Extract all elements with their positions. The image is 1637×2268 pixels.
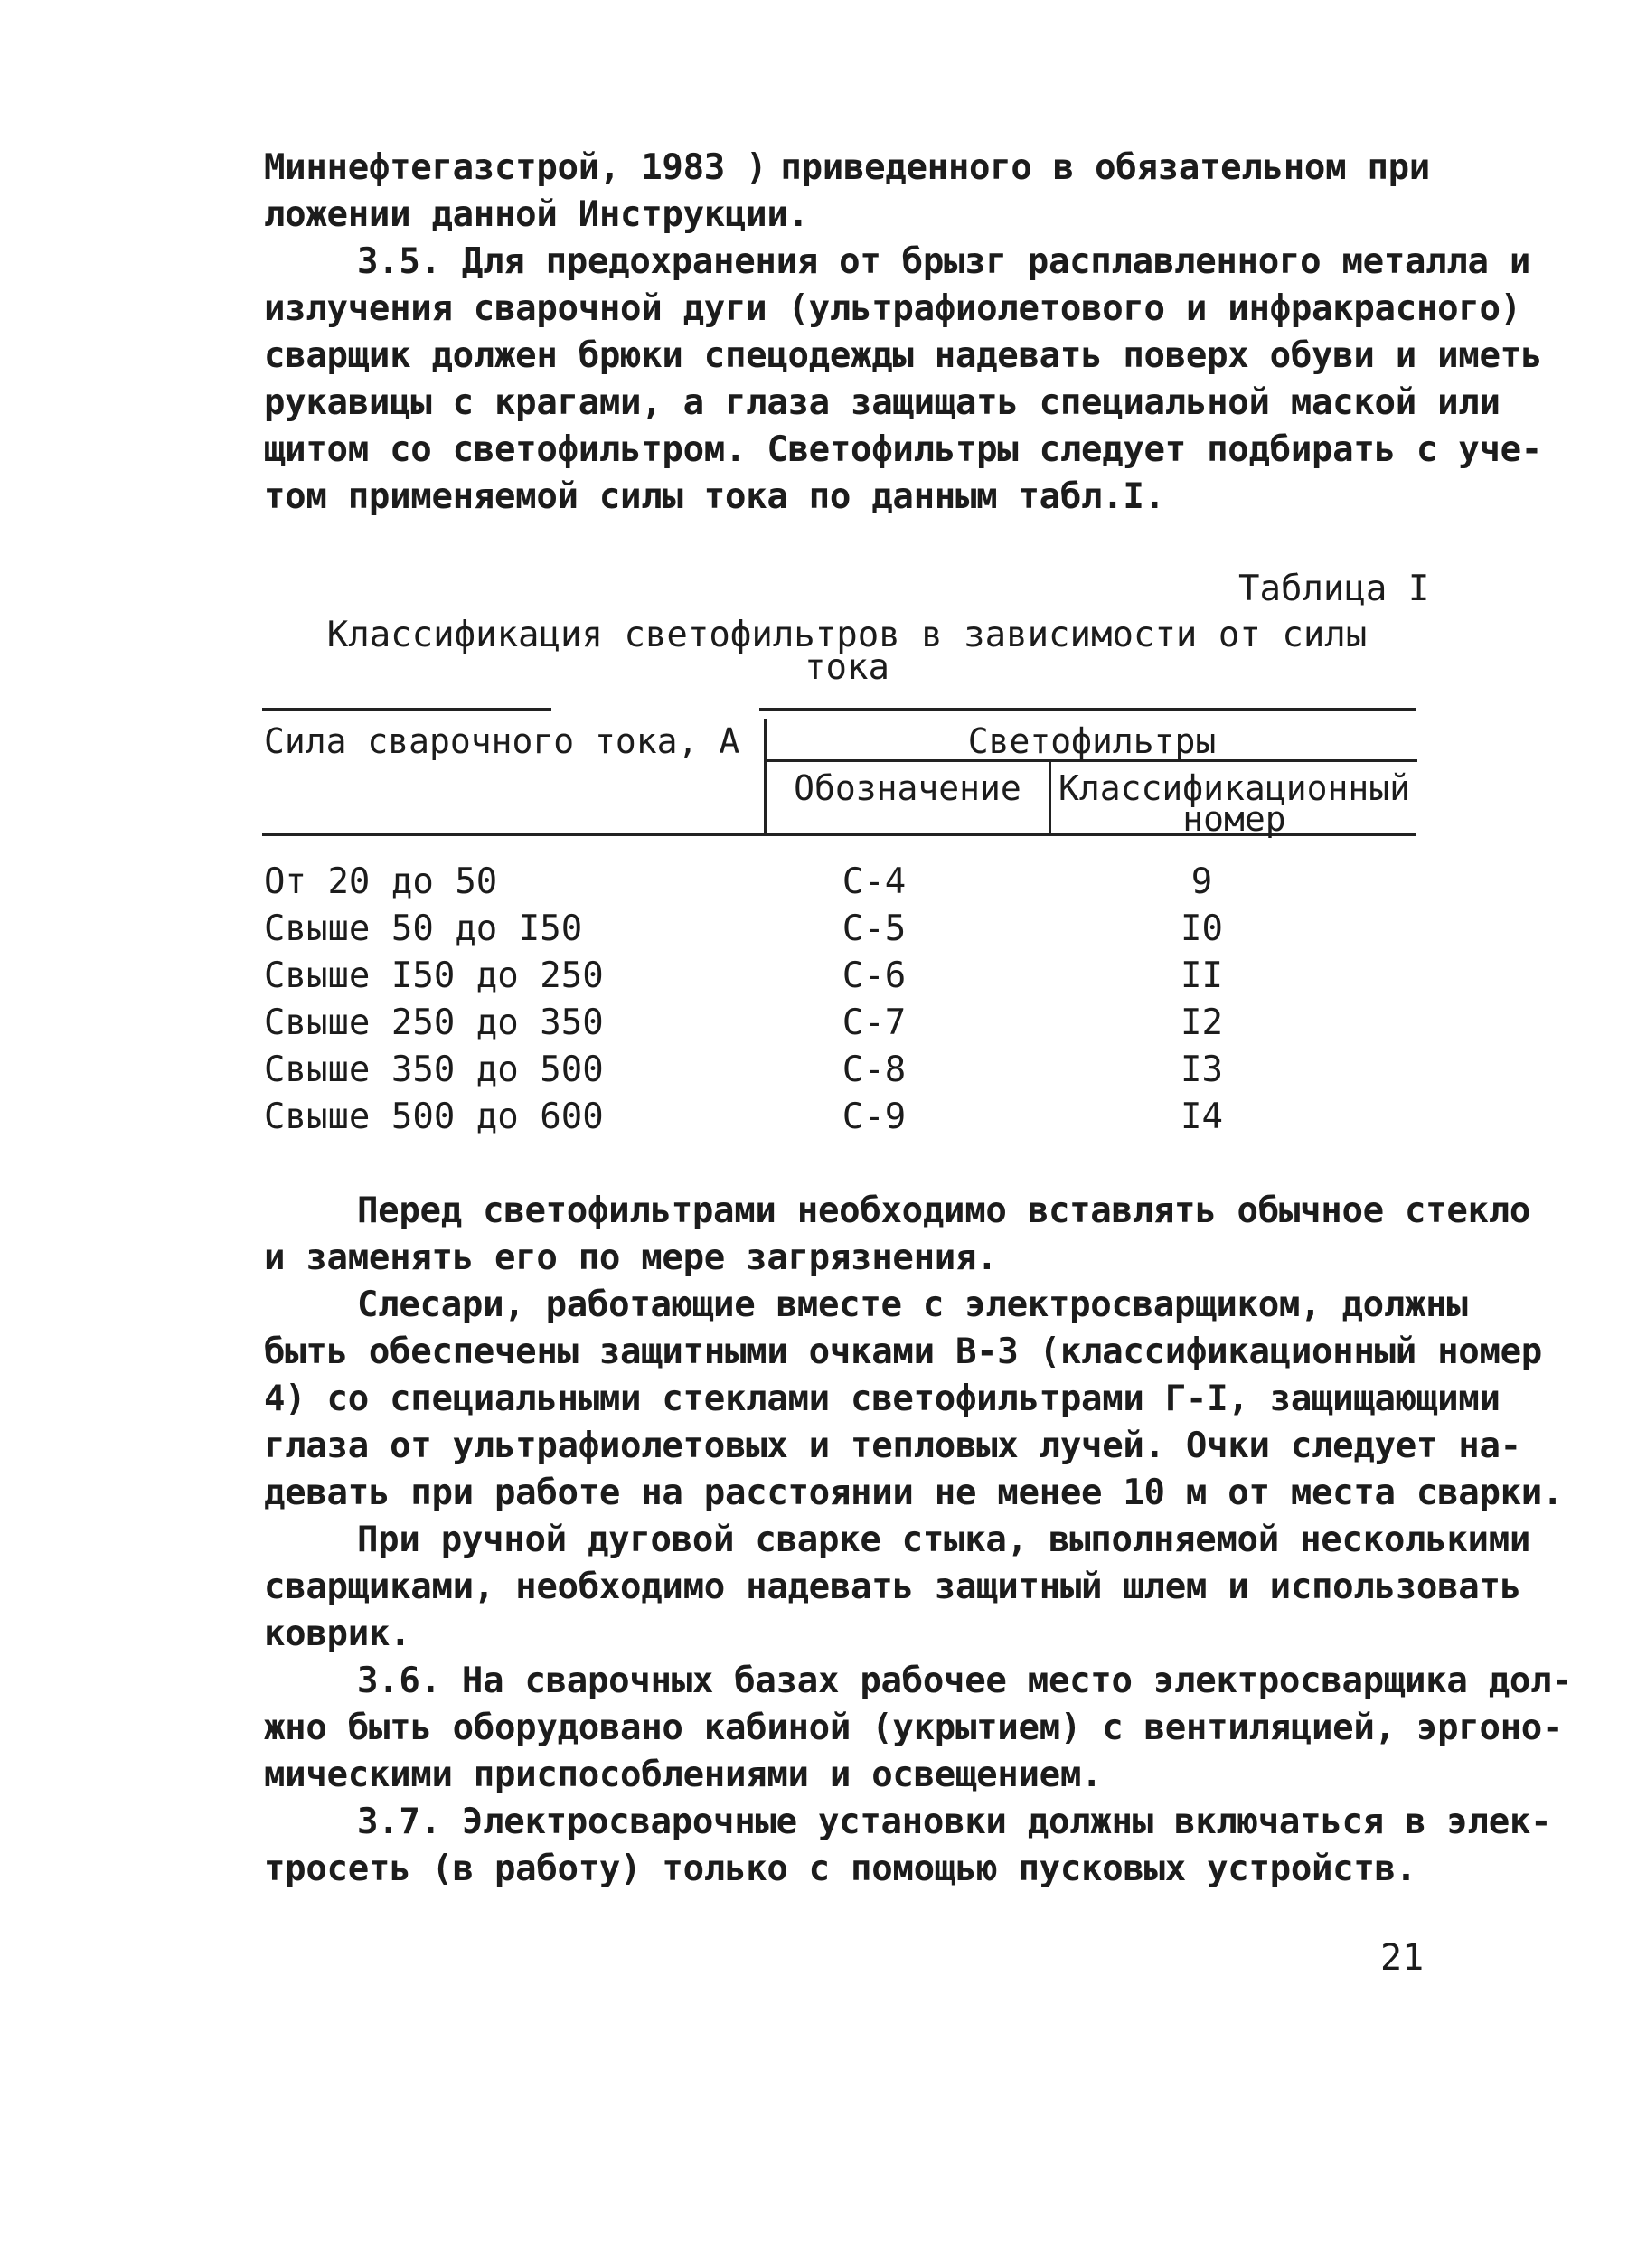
table-header-number: номер — [1182, 799, 1286, 839]
text-line: том применяемой силы тока по данным табл.I. — [264, 476, 1165, 517]
table-cell-number: II — [1181, 955, 1223, 996]
text-line: быть обеспечены защитными очками В-3 (классификационный номер — [264, 1332, 1542, 1372]
text-line: Слесари, работающие вместе с электросварщиком, должны — [357, 1285, 1468, 1325]
table-header-current: Сила сварочного тока, А — [264, 721, 740, 761]
table-cell-designation: С-5 — [842, 908, 907, 949]
text-line: глаза от ультрафиолетовых и тепловых лучей. Очки следует на- — [264, 1426, 1521, 1466]
table-cell-current: От 20 до 50 — [264, 861, 498, 902]
table-cell-designation: С-8 — [842, 1049, 907, 1090]
page-number: 21 — [1380, 1937, 1425, 1979]
text-line: сварщиками, необходимо надевать защитный шлем и использовать — [264, 1567, 1521, 1607]
table-header-designation: Обозначение — [794, 768, 1021, 808]
table-row — [264, 859, 1430, 906]
text-line: коврик. — [264, 1614, 411, 1654]
table-header-group: Светофильтры — [967, 721, 1217, 761]
text-fragment: Миннефтегазстрой, 1983 ) — [264, 147, 767, 188]
table-cell-current: Свыше 50 до I50 — [264, 908, 583, 949]
text-line: Перед светофильтрами необходимо вставлять обычное стекло — [357, 1190, 1531, 1231]
table-cell-designation: С-7 — [842, 1002, 907, 1043]
table-rule — [262, 708, 551, 711]
table-label: Таблица I — [1238, 569, 1430, 609]
text-line: При ручной дуговой сварке стыка, выполняемой несколькими — [357, 1520, 1531, 1560]
table-rule — [759, 708, 1416, 711]
text-line: 3.7. Электросварочные установки должны включаться в элек- — [357, 1802, 1552, 1842]
text-line: тросеть (в работу) только с помощью пусковых устройств. — [264, 1849, 1416, 1889]
table-row — [264, 906, 1430, 953]
text-line — [264, 145, 1430, 192]
table-cell-current: Свыше I50 до 250 — [264, 955, 604, 996]
table-cell-number: I0 — [1181, 908, 1223, 949]
text-line: рукавицы с крагами, а глаза защищать специальной маской или — [264, 382, 1501, 423]
table-cell-designation: С-9 — [842, 1096, 907, 1137]
table-cell-designation: С-4 — [842, 861, 907, 902]
table-cell-current: Свыше 500 до 600 — [264, 1096, 604, 1137]
text-line: 4) со специальными стеклами светофильтрами Г-I, защищающими — [264, 1379, 1501, 1419]
text-line: девать при работе на расстоянии не менее 10 м от места сварки. — [264, 1473, 1564, 1513]
table-row — [264, 1000, 1430, 1047]
table-cell-number: I2 — [1181, 1002, 1223, 1043]
text-line: ложении данной Инструкции. — [264, 194, 809, 235]
text-line: 3.6. На сварочных базах рабочее место электросварщика дол- — [357, 1661, 1573, 1701]
table-cell-designation: С-6 — [842, 955, 907, 996]
table-cell-number: I3 — [1181, 1049, 1223, 1090]
text-line: и заменять его по мере загрязнения. — [264, 1238, 998, 1278]
table-cell-current: Свыше 350 до 500 — [264, 1049, 604, 1090]
text-line: излучения сварочной дуги (ультрафиолетового и инфракрасного) — [264, 288, 1521, 329]
table-caption: тока — [804, 647, 889, 688]
text-line: мическими приспособлениями и освещением. — [264, 1755, 1103, 1795]
text-fragment: приведенного в обязательном при — [780, 147, 1430, 188]
table-row — [264, 1094, 1430, 1141]
table-caption: Классификация светофильтров в зависимости от силы — [326, 615, 1368, 655]
table-cell-number: 9 — [1190, 861, 1213, 902]
table-header-number: Классификационный — [1058, 768, 1410, 808]
table-row — [264, 1047, 1430, 1094]
text-line: жно быть оборудовано кабиной (укрытием) с вентиляцией, эргоно- — [264, 1708, 1564, 1748]
text-line: 3.5. Для предохранения от брызг расплавленного металла и — [357, 241, 1531, 282]
table-row — [264, 953, 1430, 1000]
table-cell-number: I4 — [1181, 1096, 1223, 1137]
text-line: сварщик должен брюки спецодежды надевать поверх обуви и иметь — [264, 335, 1542, 376]
table-cell-current: Свыше 250 до 350 — [264, 1002, 604, 1043]
text-line: щитом со светофильтром. Светофильтры следует подбирать с уче- — [264, 429, 1542, 470]
